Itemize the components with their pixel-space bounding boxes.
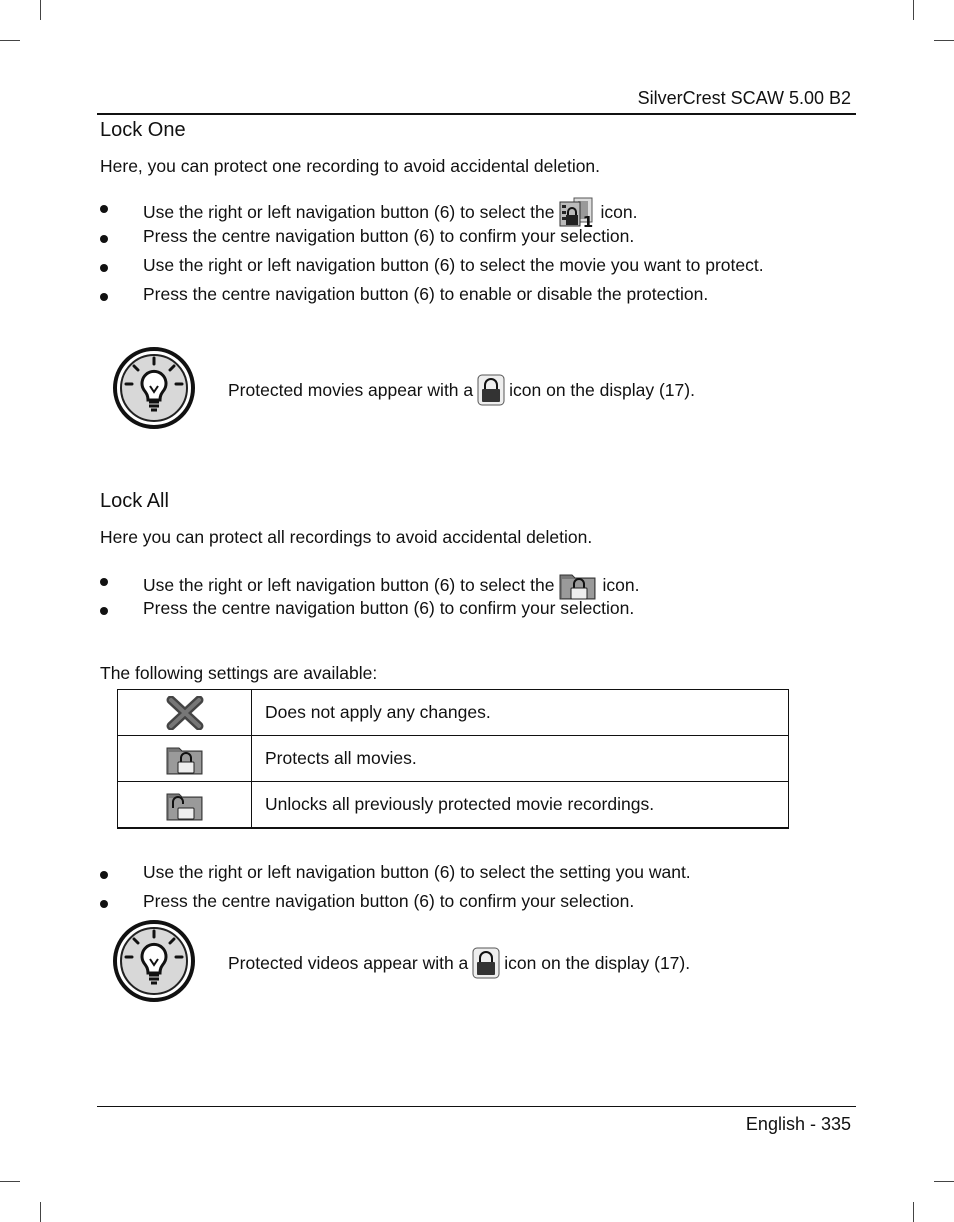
cancel-x-icon xyxy=(165,696,205,730)
bullet-text: Press the centre navigation button (6) to confirm your selection. xyxy=(143,226,635,246)
bullet-text: Press the centre navigation button (6) to confirm your selection. xyxy=(143,891,635,911)
lock-one-heading: Lock One xyxy=(100,119,186,141)
crop-mark xyxy=(934,40,954,41)
bullet-text: Press the centre navigation button (6) to confirm your selection. xyxy=(143,598,635,618)
page-number: English - 335 xyxy=(745,1114,851,1134)
crop-mark xyxy=(40,0,41,20)
bullet-dot xyxy=(100,264,108,272)
header-rule xyxy=(97,113,856,115)
bullet-text: Use the right or left navigation button (6) to select the setting you want. xyxy=(143,862,691,882)
bullet-text: icon. xyxy=(602,574,640,595)
table-cell: Protects all movies. xyxy=(252,736,789,782)
crop-mark xyxy=(913,1202,914,1222)
table-cell xyxy=(118,690,252,736)
lock-all-intro: Here you can protect all recordings to avoid accidental deletion. xyxy=(100,527,593,547)
lock-folder-icon xyxy=(165,742,205,776)
svg-text:1: 1 xyxy=(583,213,594,228)
lock-one-icon xyxy=(558,196,596,228)
bullet-dot xyxy=(100,293,108,301)
bullet-text: Press the centre navigation button (6) to enable or disable the protection. xyxy=(143,284,709,304)
bullet-dot xyxy=(100,578,108,586)
padlock-icon xyxy=(472,947,500,979)
footer-rule xyxy=(97,1106,856,1107)
note-text: Protected videos appear with a xyxy=(228,952,469,973)
table-cell xyxy=(118,782,252,829)
bullet-text: Use the right or left navigation button (6) to select the movie you want to protect. xyxy=(143,255,764,275)
crop-mark xyxy=(40,1202,41,1222)
note-text: icon on the display (17). xyxy=(504,952,691,973)
note-text: Protected movies appear with a xyxy=(228,379,474,400)
crop-mark xyxy=(0,1181,20,1182)
tip-note xyxy=(112,346,695,430)
crop-mark xyxy=(913,0,914,20)
padlock-icon xyxy=(477,374,505,406)
settings-table xyxy=(117,689,789,829)
note-text: icon on the display (17). xyxy=(509,379,695,400)
table-row xyxy=(118,736,789,782)
lock-all-heading: Lock All xyxy=(100,490,169,512)
tip-note xyxy=(112,919,691,1003)
table-cell: Does not apply any changes. xyxy=(252,690,789,736)
table-row xyxy=(118,782,789,829)
bullet-dot xyxy=(100,871,108,879)
crop-mark xyxy=(934,1181,954,1182)
unlock-folder-icon xyxy=(165,788,205,822)
table-row xyxy=(118,690,789,736)
lock-all-icon xyxy=(558,569,598,601)
crop-mark xyxy=(0,40,20,41)
bullet-dot xyxy=(100,607,108,615)
lightbulb-icon xyxy=(112,346,196,430)
table-cell xyxy=(118,736,252,782)
bullet-text: Use the right or left navigation button (6) to select the xyxy=(143,574,555,595)
lock-one-intro: Here, you can protect one recording to avoid accidental deletion. xyxy=(100,156,601,176)
bullet-dot xyxy=(100,900,108,908)
bullet-text: icon. xyxy=(600,201,638,222)
header-title: SilverCrest SCAW 5.00 B2 xyxy=(637,88,851,108)
bullet-text: Use the right or left navigation button (6) to select the xyxy=(143,201,555,222)
table-cell: Unlocks all previously protected movie recordings. xyxy=(252,782,789,829)
bullet-dot xyxy=(100,205,108,213)
settings-intro: The following settings are available: xyxy=(100,663,378,683)
lightbulb-icon xyxy=(112,919,196,1003)
bullet-dot xyxy=(100,235,108,243)
